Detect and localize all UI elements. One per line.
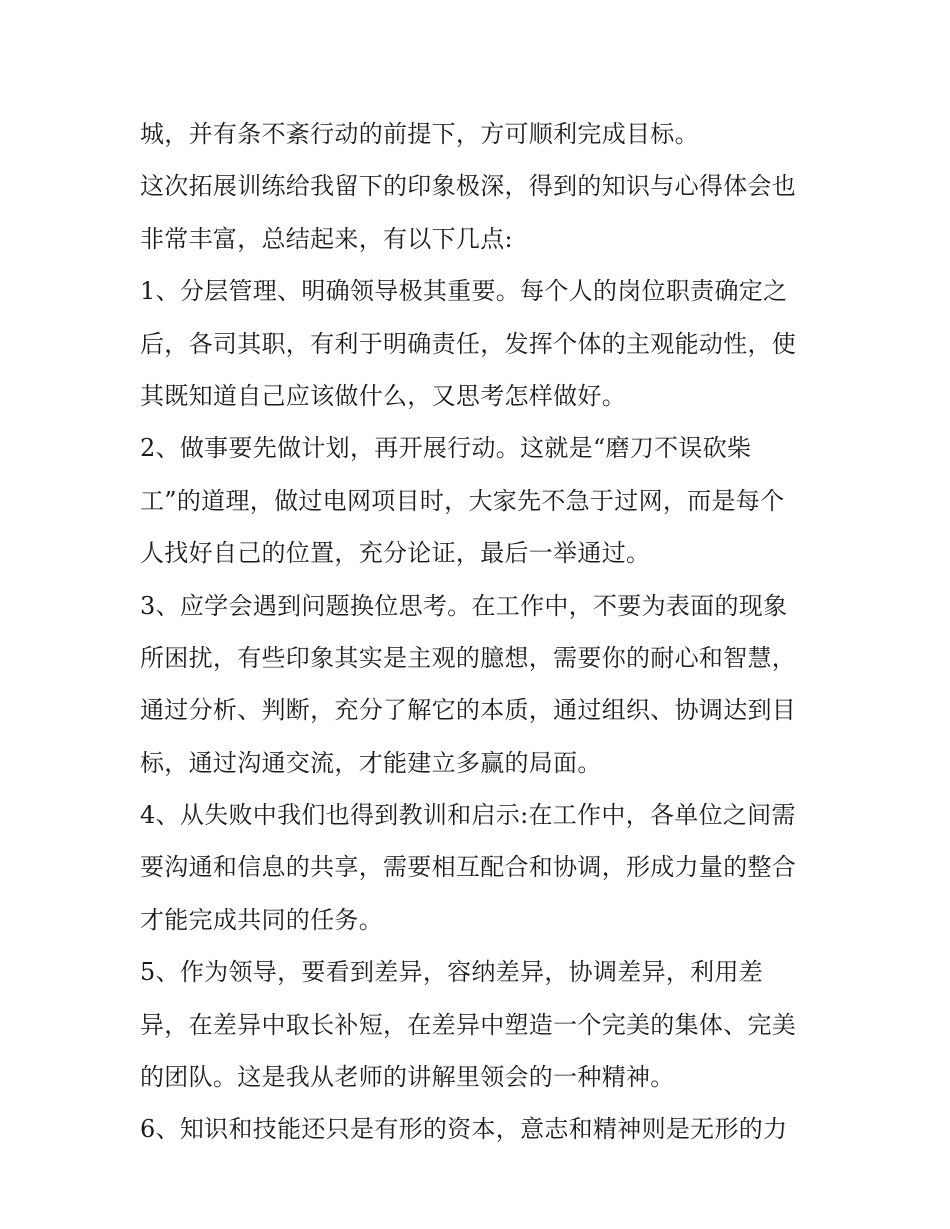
text-line: 1、分层管理、明确领导极其重要。每个人的岗位职责确定之 xyxy=(140,277,788,306)
text-line: 人找好自己的位置，充分论证，最后一举通过。 xyxy=(140,539,651,568)
text-line: 才能完成共同的任务。 xyxy=(140,905,383,934)
text-line: 通过分析、判断，充分了解它的本质，通过组织、协调达到目 xyxy=(140,696,797,725)
text-line: 所困扰，有些印象其实是主观的臆想，需要你的耐心和智慧， xyxy=(140,643,797,672)
text-line: 非常丰富，总结起来，有以下几点: xyxy=(140,224,513,253)
text-line: 4、从失败中我们也得到教训和启示:在工作中，各单位之间需 xyxy=(140,801,796,830)
text-line: 6、知识和技能还只是有形的资本，意志和精神则是无形的力 xyxy=(140,1115,788,1144)
text-line: 2、做事要先做计划，再开展行动。这就是“磨刀不误砍柴 xyxy=(140,434,752,463)
body-text xyxy=(140,108,830,1156)
text-line: 后，各司其职，有利于明确责任，发挥个体的主观能动性，使 xyxy=(140,329,797,358)
text-line: 的团队。这是我从老师的讲解里领会的一种精神。 xyxy=(140,1063,675,1092)
text-line: 标，通过沟通交流，才能建立多赢的局面。 xyxy=(140,748,602,777)
text-line: 这次拓展训练给我留下的印象极深，得到的知识与心得体会也 xyxy=(140,172,797,201)
text-line: 3、应学会遇到问题换位思考。在工作中，不要为表面的现象 xyxy=(140,591,788,620)
text-line: 城，并有条不紊行动的前提下，方可顺利完成目标。 xyxy=(140,120,699,148)
text-line: 工”的道理，做过电网项目时，大家先不急于过网，而是每个 xyxy=(140,486,785,515)
text-line: 5、作为领导，要看到差异，容纳差异，协调差异，利用差 xyxy=(140,958,764,987)
text-line: 其既知道自己应该做什么，又思考怎样做好。 xyxy=(140,381,626,410)
text-line: 异，在差异中取长补短，在差异中塑造一个完美的集体、完美 xyxy=(140,1010,797,1039)
text-line: 要沟通和信息的共享，需要相互配合和协调，形成力量的整合 xyxy=(140,853,797,882)
